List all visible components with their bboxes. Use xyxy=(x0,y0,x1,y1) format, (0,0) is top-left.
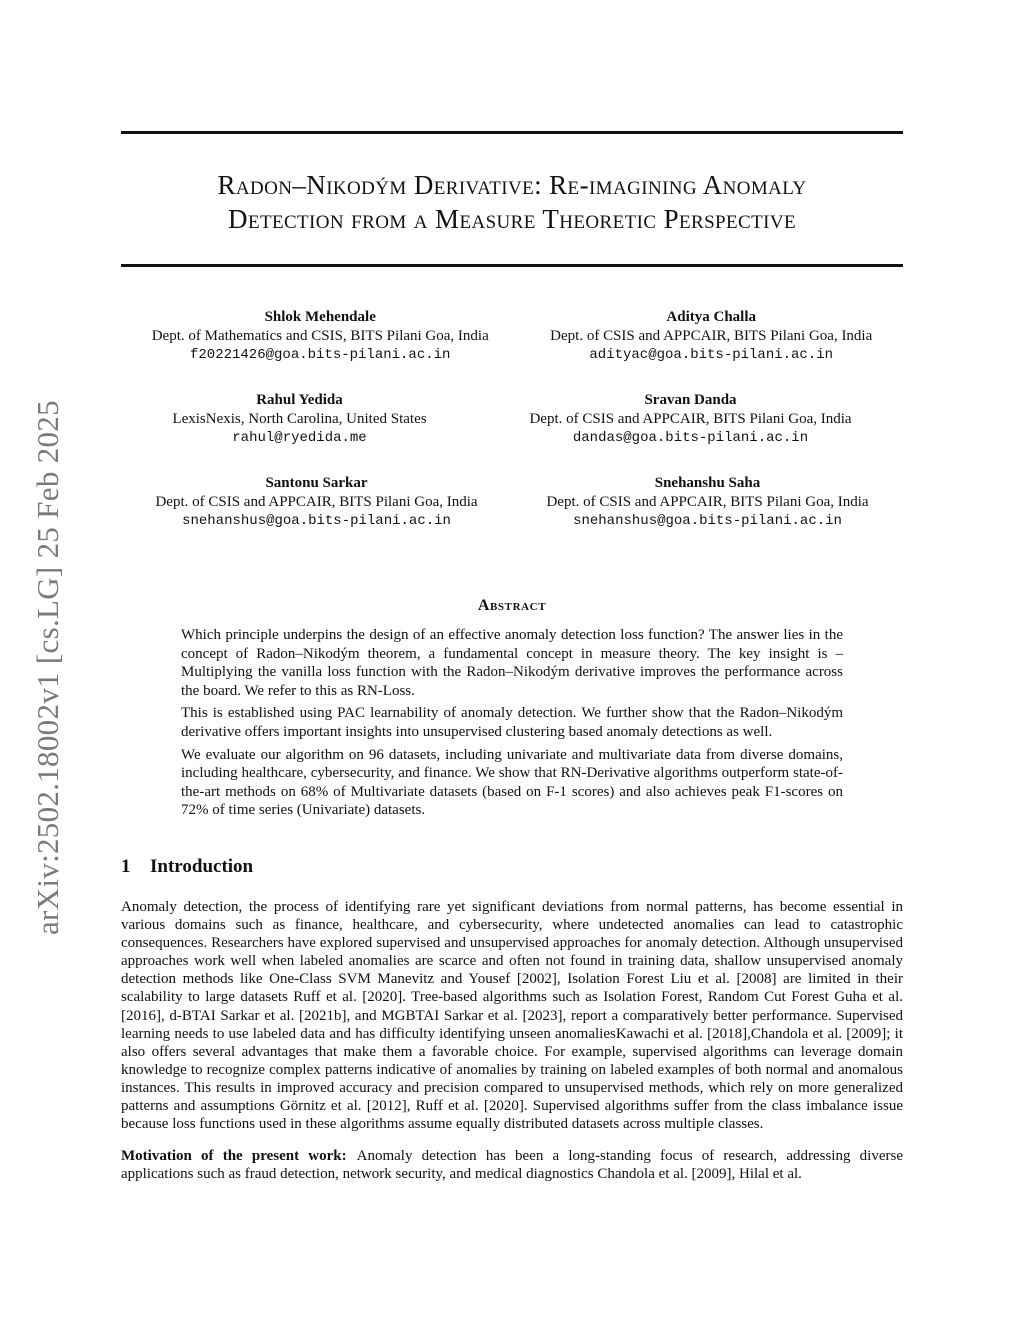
author-block xyxy=(172,391,426,448)
abstract-body xyxy=(181,626,843,824)
author-name: Santonu Sarkar xyxy=(265,475,368,491)
author-row xyxy=(121,308,903,365)
title-rule-bottom xyxy=(121,264,903,267)
section-heading xyxy=(121,856,253,878)
author-row xyxy=(121,474,903,531)
author-list xyxy=(121,308,903,557)
abstract-heading: Abstract xyxy=(477,597,547,614)
author-affiliation: Dept. of CSIS and APPCAIR, BITS Pilani Goa, India xyxy=(529,411,852,427)
author-block xyxy=(152,308,489,365)
author-name: Rahul Yedida xyxy=(256,392,343,408)
author-email: snehanshus@goa.bits-pilani.ac.in xyxy=(182,513,451,529)
abstract-paragraph: We evaluate our algorithm on 96 datasets, including univariate and multivariate data from diverse domains, including healthcare, cybersecurity, and finance. We show that RN-Derivative algorithms outperform state-of-the-art methods on 68% of Multivariate datasets (based on F-1 scores) and also achieves peak F1-scores on 72% of time series (Univariate) datasets. xyxy=(181,746,843,819)
title-block xyxy=(121,131,903,267)
author-email: snehanshus@goa.bits-pilani.ac.in xyxy=(573,513,842,529)
abstract-paragraph: Which principle underpins the design of an effective anomaly detection loss function? The answer lies in the concept of Radon–Nikodým theorem, a fundamental concept in measure theory. The key insight is – Multiplying the vanilla loss function with the Radon–Nikodým derivative improves the performance across the board. We refer to this as RN-Loss. xyxy=(181,627,843,699)
author-name: Snehanshu Saha xyxy=(654,475,761,491)
motivation-text: Anomaly detection has been a long-standing focus of research, addressing diverse applications such as fraud detection, network security, and medical diagnostics Chandola et al. [2009], Hilal et al. xyxy=(121,1148,903,1183)
author-affiliation: Dept. of CSIS and APPCAIR, BITS Pilani Goa, India xyxy=(155,494,478,510)
author-affiliation: Dept. of CSIS and APPCAIR, BITS Pilani Goa, India xyxy=(550,328,873,344)
author-block xyxy=(155,474,477,531)
section-number: 1 xyxy=(121,856,131,877)
title-rule-top xyxy=(121,131,903,134)
author-email: adityac@goa.bits-pilani.ac.in xyxy=(589,347,834,363)
author-row xyxy=(121,391,903,448)
paper-title xyxy=(121,168,903,236)
author-email: dandas@goa.bits-pilani.ac.in xyxy=(572,430,809,446)
title-line-2: Detection from a Measure Theoretic Perspective xyxy=(228,204,796,234)
author-block xyxy=(550,308,872,365)
abstract-paragraph: This is established using PAC learnability of anomaly detection. We further show that the Radon–Nikodým derivative offers important insights into unsupervised clustering based anomaly detections as well. xyxy=(181,705,843,740)
title-line-1: Radon–Nikodým Derivative: Re-imagining Anomaly xyxy=(217,170,807,200)
author-affiliation: LexisNexis, North Carolina, United States xyxy=(172,411,427,427)
motivation-label: Motivation of the present work: xyxy=(121,1148,347,1165)
author-email: f20221426@goa.bits-pilani.ac.in xyxy=(190,347,451,363)
intro-paragraph: Anomaly detection, the process of identifying rare yet significant deviations from normal patterns, has become essential in various domains such as finance, healthcare, and cybersecurity, where undetected anomalies can lead to catastrophic consequences. Researchers have explored supervised and unsupervised approaches for anomaly detection. Although unsupervised approaches work well when labeled anomalies are scarce and often not found in training data, shallow unsupervised anomaly detection methods like One-Class SVM Manevitz and Yousef [2002], Isolation Forest Liu et al. [2008] are limited in their scalability to large datasets Ruff et al. [2020]. Tree-based algorithms such as Isolation Forest, Random Cut Forest Guha et al. [2016], d-BTAI Sarkar et al. [2021b], and MGBTAI Sarkar et al. [2023], report a comparatively better performance. Supervised learning needs to use labeled data and has difficulty identifying unseen anomaliesKawachi et al. [2018],Chandola et al. [2009]; it also offers several advantages that make them a favorable choice. For example, supervised algorithms can leverage domain knowledge to recognize complex patterns indicative of anomalies by training on labeled examples of both normal and anomalous instances. This results in improved accuracy and precision compared to unsupervised methods, which rely on more generalized patterns and assumptions Görnitz et al. [2012], Ruff et al. [2020]. Supervised algorithms suffer from the class imbalance issue because loss functions used in these algorithms assume equally distributed datasets across multiple classes. xyxy=(121,899,903,1133)
author-block xyxy=(546,474,868,531)
author-name: Shlok Mehendale xyxy=(264,309,376,325)
author-email: rahul@ryedida.me xyxy=(232,430,367,446)
author-name: Aditya Challa xyxy=(666,309,757,325)
author-block xyxy=(529,391,851,448)
introduction-body xyxy=(121,898,903,1197)
motivation-paragraph xyxy=(121,1147,903,1183)
author-affiliation: Dept. of Mathematics and CSIS, BITS Pilani Goa, India xyxy=(151,328,489,344)
author-name: Sravan Danda xyxy=(644,392,737,408)
section-title: Introduction xyxy=(150,856,254,877)
arxiv-identifier: arXiv:2502.18002v1 [cs.LG] 25 Feb 2025 xyxy=(30,400,65,935)
author-affiliation: Dept. of CSIS and APPCAIR, BITS Pilani Goa, India xyxy=(546,494,869,510)
